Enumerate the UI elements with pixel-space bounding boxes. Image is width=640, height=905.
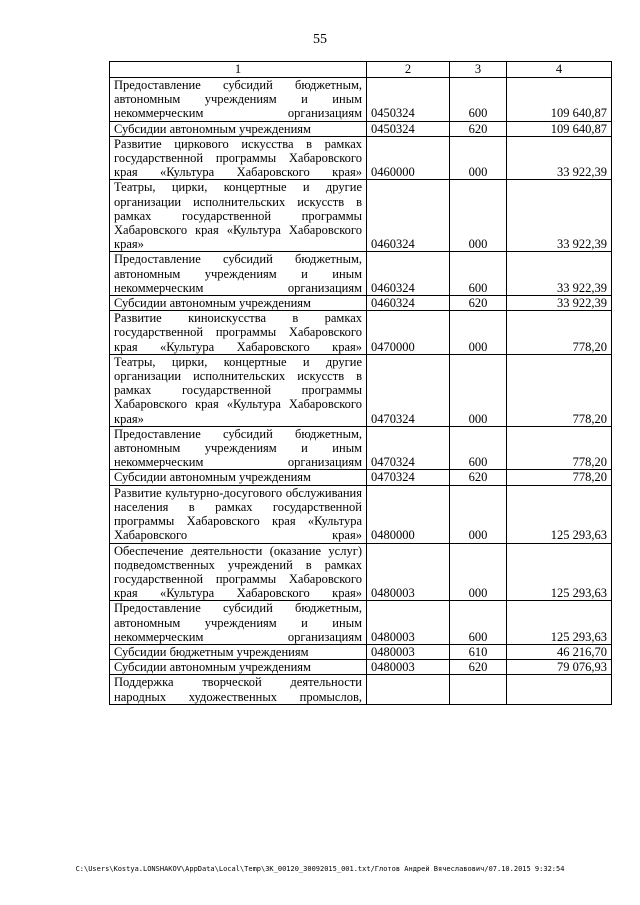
row-amount	[507, 675, 612, 704]
row-code: 0480003	[367, 601, 450, 645]
table-row	[110, 354, 612, 426]
table-row	[110, 252, 612, 296]
row-amount: 33 922,39	[507, 136, 612, 180]
table-row	[110, 426, 612, 470]
table-row	[110, 136, 612, 180]
row-code: 0460324	[367, 296, 450, 311]
row-description: Развитие циркового искусства в рамках государственной программы Хабаровского края «Культура Хабаровского края»	[110, 136, 367, 180]
table-row	[110, 660, 612, 675]
table-header-row	[110, 62, 612, 78]
table-row	[110, 470, 612, 485]
row-description: Субсидии автономным учреждениям	[110, 296, 367, 311]
table-row	[110, 644, 612, 659]
row-code: 0470324	[367, 354, 450, 426]
row-code: 0470324	[367, 470, 450, 485]
row-vr: 000	[450, 354, 507, 426]
row-code: 0480000	[367, 485, 450, 543]
table-row	[110, 311, 612, 355]
row-vr: 620	[450, 121, 507, 136]
row-description: Предоставление субсидий бюджетным, автономным учреждениям и иным некоммерческим организациям	[110, 78, 367, 122]
row-description: Субсидии автономным учреждениям	[110, 470, 367, 485]
row-code: 0480003	[367, 644, 450, 659]
row-code: 0450324	[367, 121, 450, 136]
row-amount: 79 076,93	[507, 660, 612, 675]
row-amount: 33 922,39	[507, 296, 612, 311]
row-description: Субсидии автономным учреждениям	[110, 121, 367, 136]
row-amount: 109 640,87	[507, 121, 612, 136]
row-description: Развитие киноискусства в рамках государственной программы Хабаровского края «Культура Хабаровского края»	[110, 311, 367, 355]
row-code: 0460324	[367, 180, 450, 252]
row-description: Обеспечение деятельности (оказание услуг) подведомственных учреждений в рамках государственной программы Хабаровского края «Культура Хабаровского края»	[110, 543, 367, 601]
row-amount: 33 922,39	[507, 252, 612, 296]
row-description: Предоставление субсидий бюджетным, автономным учреждениям и иным некоммерческим организациям	[110, 426, 367, 470]
page-number: 55	[313, 32, 327, 47]
row-vr: 600	[450, 78, 507, 122]
row-amount: 778,20	[507, 354, 612, 426]
row-vr: 000	[450, 180, 507, 252]
table-row	[110, 675, 612, 704]
table-row	[110, 543, 612, 601]
row-amount: 778,20	[507, 311, 612, 355]
row-description: Поддержка творческой деятельности народных художественных промыслов,	[110, 675, 367, 704]
table-row	[110, 485, 612, 543]
row-vr: 000	[450, 136, 507, 180]
row-amount: 778,20	[507, 470, 612, 485]
header-col-1: 1	[110, 62, 367, 78]
row-vr: 600	[450, 601, 507, 645]
row-amount: 125 293,63	[507, 601, 612, 645]
row-description: Театры, цирки, концертные и другие организации исполнительских искусств в рамках государственной программы Хабаровского края «Культура Хабаровского края»	[110, 354, 367, 426]
row-code: 0460000	[367, 136, 450, 180]
row-code: 0470000	[367, 311, 450, 355]
row-vr: 000	[450, 543, 507, 601]
row-amount: 46 216,70	[507, 644, 612, 659]
footer-file-path: C:\Users\Kostya.LONSHAKOV\AppData\Local\Temp\3K_00120_30092015_001.txt/Глотов Андрей Вячеславович/07.10.2015 9:32:54	[75, 865, 565, 873]
header-col-3: 3	[450, 62, 507, 78]
row-amount: 125 293,63	[507, 485, 612, 543]
row-vr: 000	[450, 485, 507, 543]
row-vr	[450, 675, 507, 704]
row-vr: 600	[450, 252, 507, 296]
row-amount: 778,20	[507, 426, 612, 470]
table-row	[110, 78, 612, 122]
row-vr: 620	[450, 660, 507, 675]
row-vr: 600	[450, 426, 507, 470]
row-description: Предоставление субсидий бюджетным, автономным учреждениям и иным некоммерческим организациям	[110, 601, 367, 645]
row-vr: 610	[450, 644, 507, 659]
row-code: 0480003	[367, 660, 450, 675]
row-vr: 000	[450, 311, 507, 355]
row-code	[367, 675, 450, 704]
header-col-4: 4	[507, 62, 612, 78]
row-vr: 620	[450, 296, 507, 311]
row-description: Развитие культурно-досугового обслуживания населения в рамках государственной программы Хабаровского края «Культура Хабаровского края»	[110, 485, 367, 543]
row-amount: 125 293,63	[507, 543, 612, 601]
table-row	[110, 180, 612, 252]
table-row	[110, 121, 612, 136]
row-description: Предоставление субсидий бюджетным, автономным учреждениям и иным некоммерческим организациям	[110, 252, 367, 296]
row-amount: 109 640,87	[507, 78, 612, 122]
table-row	[110, 296, 612, 311]
row-code: 0450324	[367, 78, 450, 122]
row-description: Субсидии бюджетным учреждениям	[110, 644, 367, 659]
budget-table	[109, 61, 612, 705]
row-amount: 33 922,39	[507, 180, 612, 252]
row-description: Субсидии автономным учреждениям	[110, 660, 367, 675]
row-code: 0480003	[367, 543, 450, 601]
row-code: 0470324	[367, 426, 450, 470]
row-description: Театры, цирки, концертные и другие организации исполнительских искусств в рамках государственной программы Хабаровского края «Культура Хабаровского края»	[110, 180, 367, 252]
row-code: 0460324	[367, 252, 450, 296]
header-col-2: 2	[367, 62, 450, 78]
table-row	[110, 601, 612, 645]
row-vr: 620	[450, 470, 507, 485]
